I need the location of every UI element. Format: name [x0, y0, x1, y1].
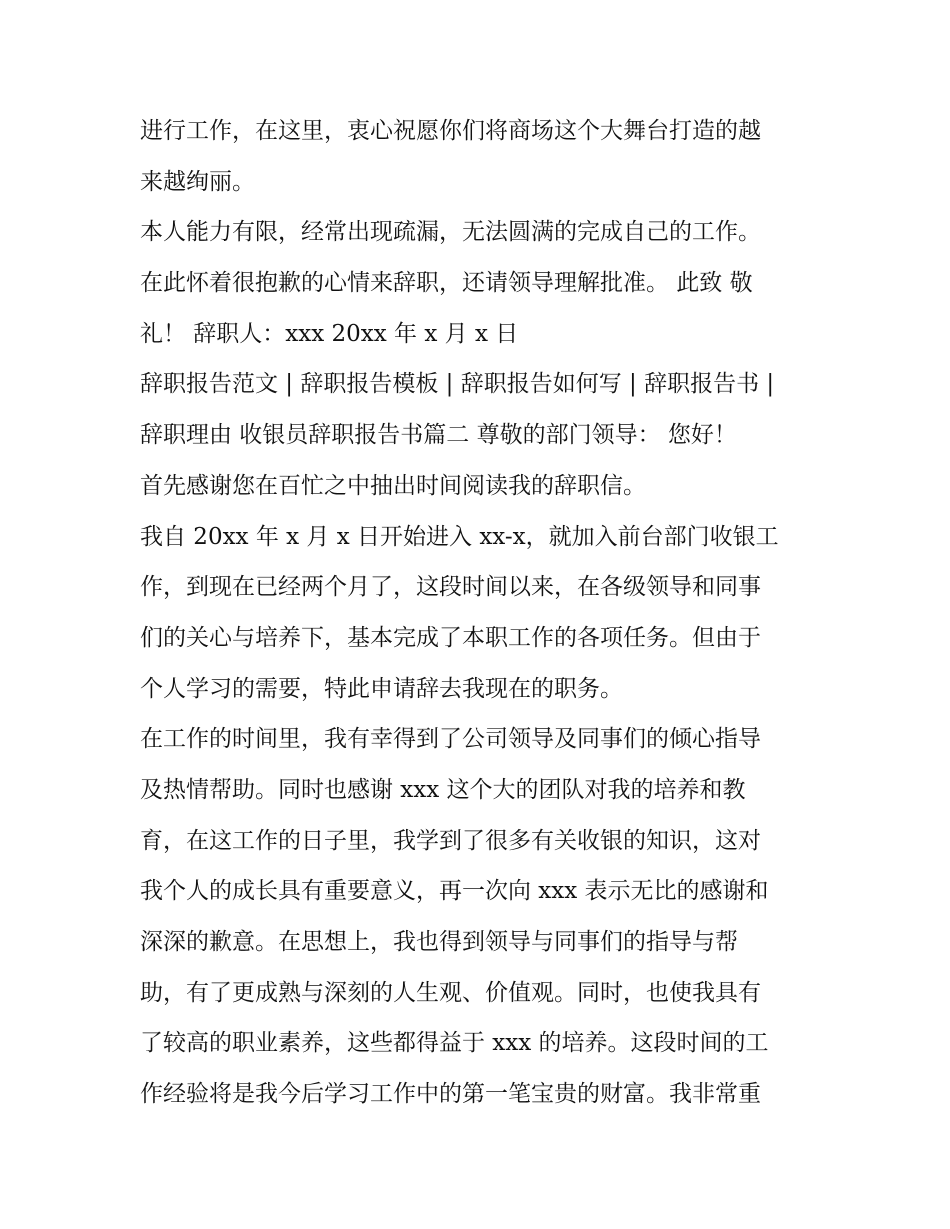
text-line: 作经验将是我今后学习工作中的第一笔宝贵的财富。我非常重: [140, 1081, 761, 1108]
text-line: 育，在这工作的日子里，我学到了很多有关收银的知识，这对: [140, 827, 761, 854]
text-line: 我自 20xx 年 x 月 x 日开始进入 xx-x，就加入前台部门收银工: [140, 523, 779, 550]
text-line: 了较高的职业素养，这些都得益于 xxx 的培养。这段时间的工: [140, 1030, 769, 1057]
text-line: 助，有了更成熟与深刻的人生观、价值观。同时，也使我具有: [140, 979, 761, 1006]
text-line: 来越绚丽。: [140, 168, 255, 195]
text-line: 辞职报告范文 | 辞职报告模板 | 辞职报告如何写 | 辞职报告书 |: [140, 371, 775, 398]
text-line: 个人学习的需要，特此申请辞去我现在的职务。: [140, 675, 623, 702]
text-line: 进行工作，在这里，衷心祝愿你们将商场这个大舞台打造的越: [140, 118, 761, 144]
text-line: 深深的歉意。在思想上，我也得到领导与同事们的指导与帮: [140, 929, 738, 955]
text-line: 及热情帮助。同时也感谢 xxx 这个大的团队对我的培养和教: [140, 776, 746, 803]
text-line: 在此怀着很抱歉的心情来辞职，还请领导理解批准。 此致 敬: [140, 270, 753, 297]
text-line: 们的关心与培养下，基本完成了本职工作的各项任务。但由于: [140, 624, 761, 651]
text-line: 在工作的时间里，我有幸得到了公司领导及同事们的倾心指导: [140, 726, 761, 753]
text-line: 首先感谢您在百忙之中抽出时间阅读我的辞职信。: [140, 472, 646, 499]
text-line: 本人能力有限，经常出现疏漏，无法圆满的完成自己的工作。: [140, 219, 761, 246]
text-line: 我个人的成长具有重要意义，再一次向 xxx 表示无比的感谢和: [140, 878, 769, 905]
text-line: 辞职理由 收银员辞职报告书篇二 尊敬的部门领导： 您好！: [140, 422, 737, 449]
text-line: 作，到现在已经两个月了，这段时间以来，在各级领导和同事: [140, 574, 761, 601]
body-text: [140, 106, 820, 1120]
text-line: 礼！ 辞职人：xxx 20xx 年 x 月 x 日: [140, 320, 519, 347]
